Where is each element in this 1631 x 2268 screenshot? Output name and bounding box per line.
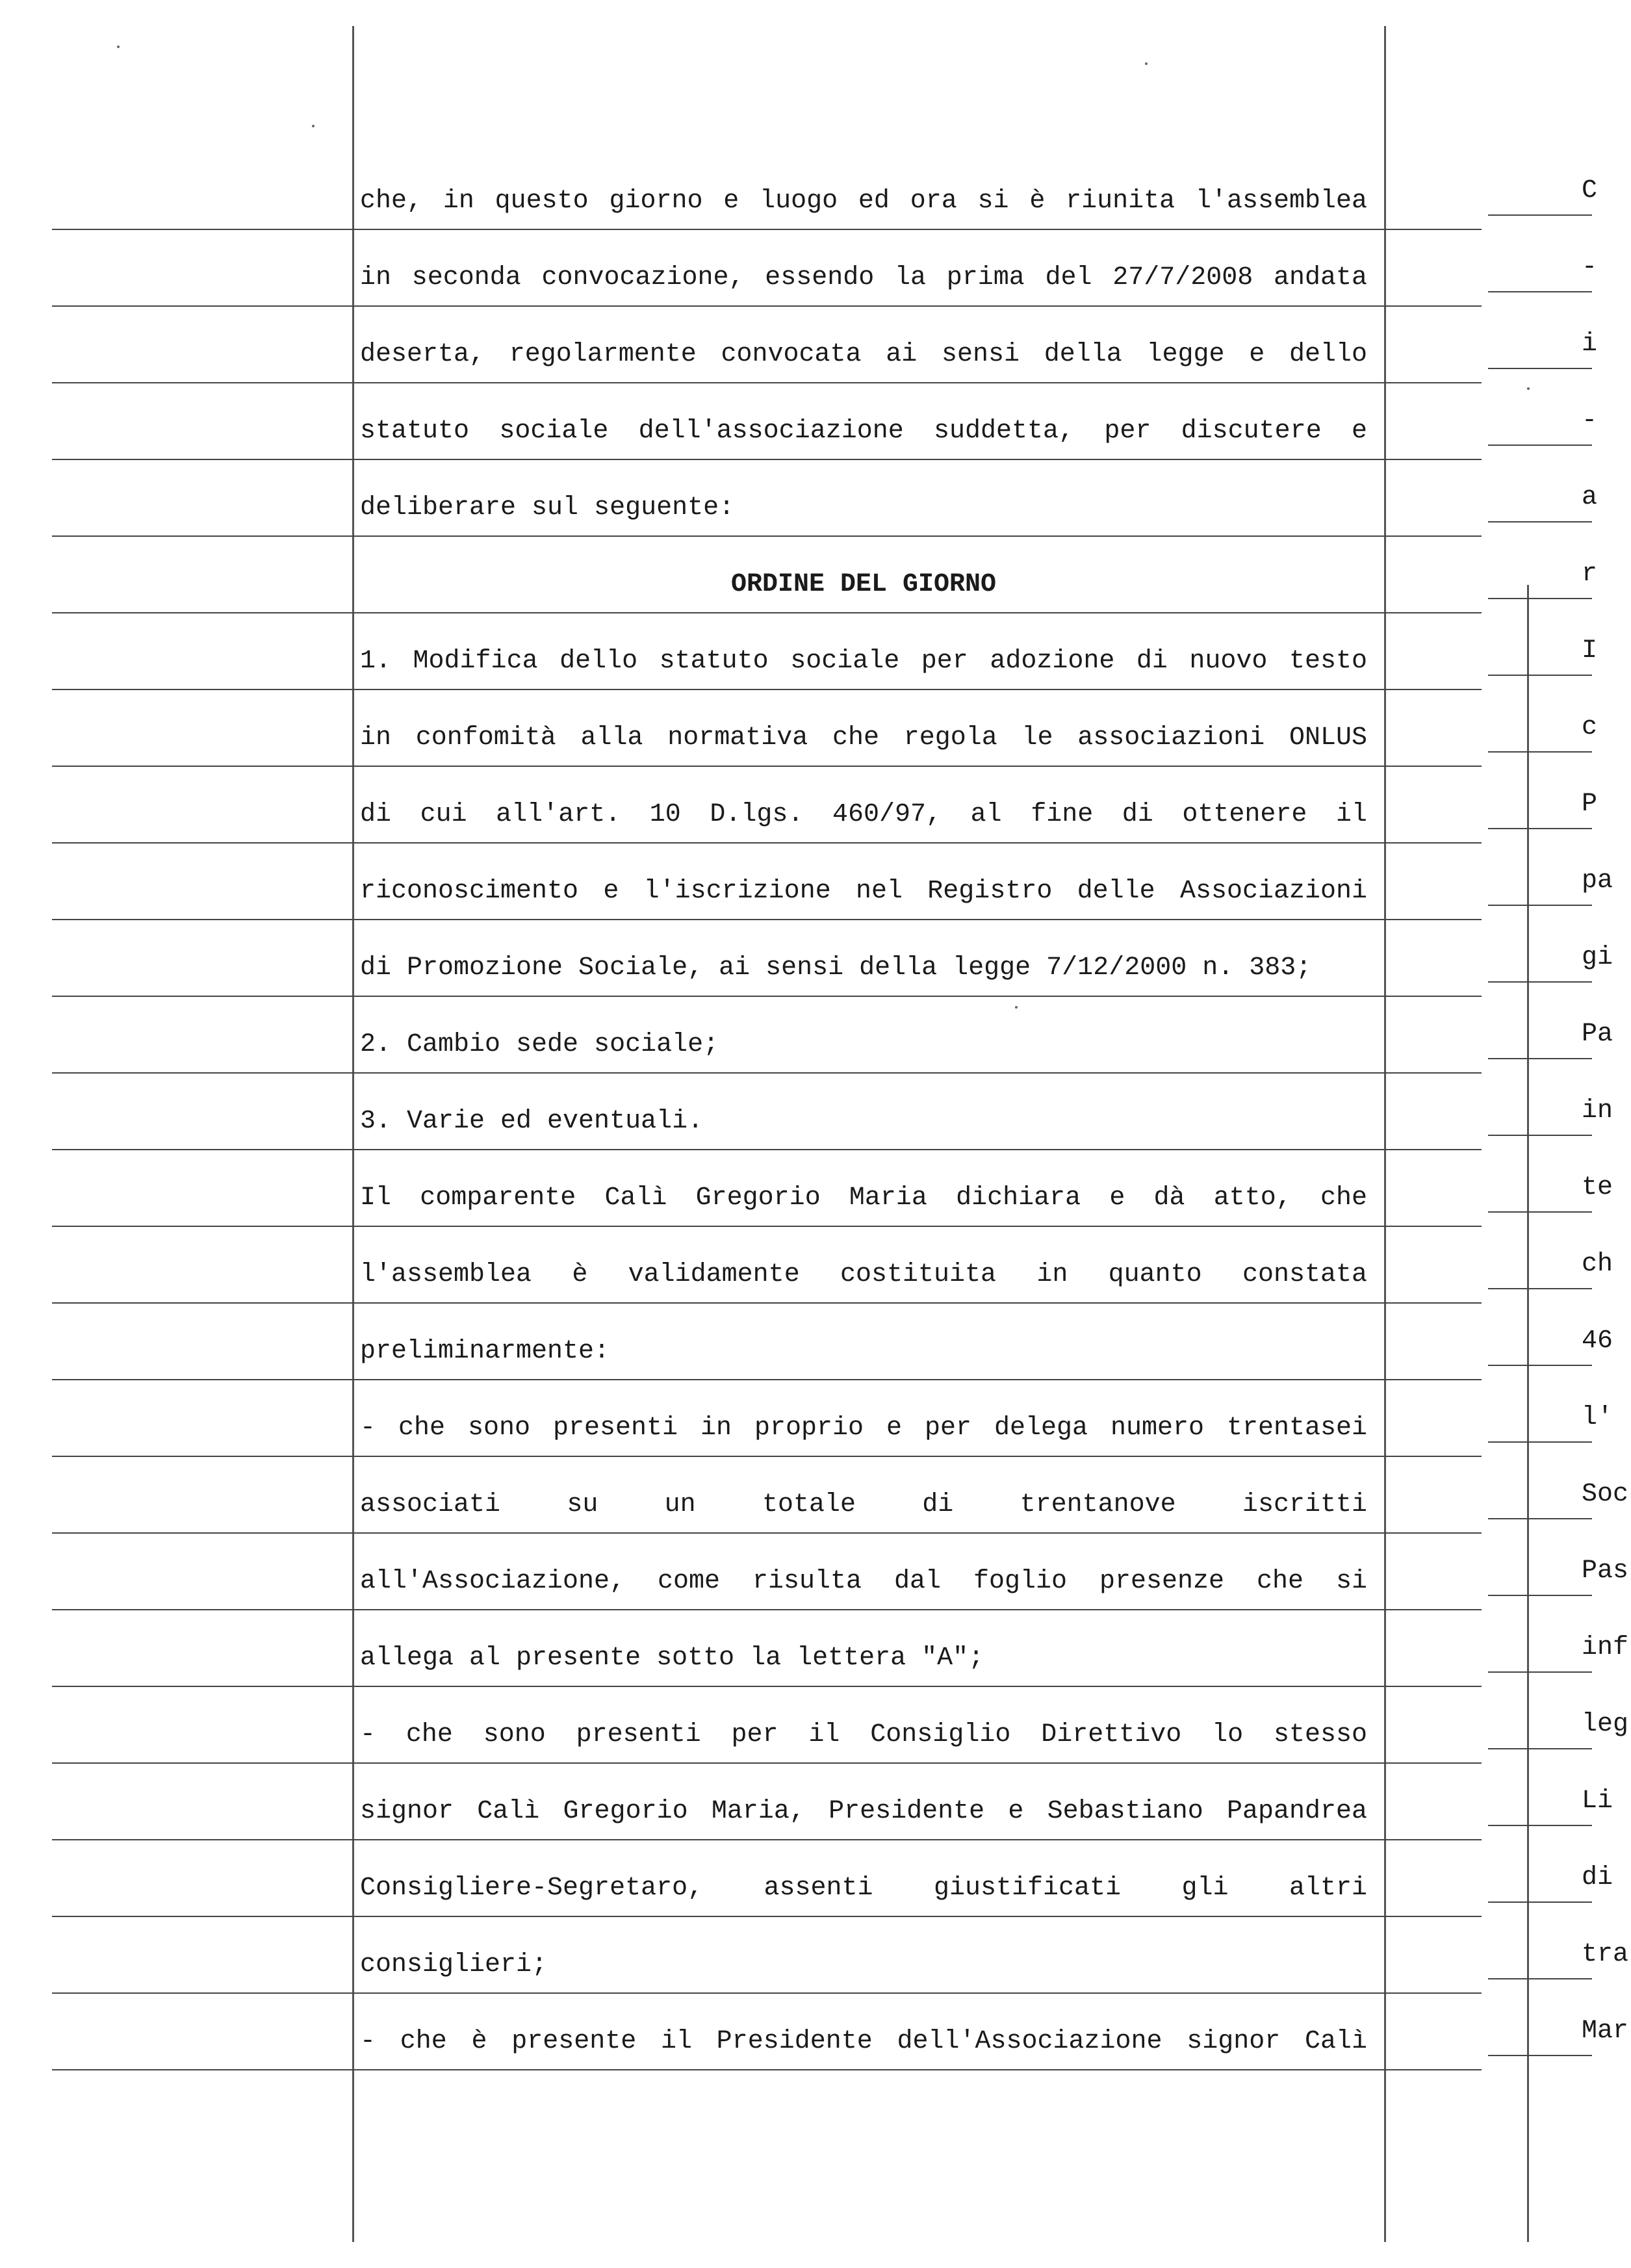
document-line: deserta, regolarmente convocata ai sensi della legge e dello [360, 340, 1367, 369]
next-page-ruled-line [1488, 828, 1592, 829]
ruled-line [52, 229, 1482, 230]
scan-speck [1015, 1006, 1018, 1009]
ruled-line [52, 2069, 1482, 2070]
document-line: all'Associazione, come risulta dal foglio presenze che si [360, 1567, 1367, 1596]
ruled-line [52, 1379, 1482, 1380]
next-page-margin-rule [1527, 585, 1529, 2242]
ruled-line [52, 1226, 1482, 1227]
next-page-ruled-line [1488, 1135, 1592, 1136]
next-page-ruled-line [1488, 1288, 1592, 1289]
document-line: 1. Modifica dello statuto sociale per adozione di nuovo testo [360, 647, 1367, 676]
next-page-ruled-line [1488, 1211, 1592, 1213]
next-page-fragment: te [1582, 1173, 1613, 1202]
next-page-fragment: di [1582, 1863, 1613, 1892]
next-page-fragment: Pa [1582, 1020, 1613, 1049]
next-page-fragment: inf [1582, 1633, 1629, 1662]
document-line: - che è presente il Presidente dell'Associazione signor Calì [360, 2027, 1367, 2056]
next-page-fragment: C [1582, 176, 1598, 205]
scan-speck [312, 125, 315, 127]
next-page-ruled-line [1488, 445, 1592, 446]
ruled-line [52, 612, 1482, 613]
ruled-line [52, 305, 1482, 307]
next-page-ruled-line [1488, 1441, 1592, 1443]
ruled-line [52, 1992, 1482, 1994]
next-page-fragment: - [1582, 406, 1598, 435]
ruled-line [52, 1072, 1482, 1074]
next-page-fragment: Mar [1582, 2017, 1629, 2046]
next-page-fragment: P [1582, 790, 1598, 819]
document-line: allega al presente sotto la lettera "A"; [360, 1643, 984, 1673]
next-page-ruled-line [1488, 598, 1592, 599]
ruled-line [52, 1686, 1482, 1687]
document-line: di cui all'art. 10 D.lgs. 460/97, al fine di ottenere il [360, 800, 1367, 829]
next-page-fragment: I [1582, 636, 1598, 665]
next-page-ruled-line [1488, 981, 1592, 983]
document-line: preliminarmente: [360, 1337, 610, 1366]
document-line: associati su un totale di trentanove iscritti [360, 1490, 1367, 1519]
next-page-ruled-line [1488, 751, 1592, 753]
next-page-fragment: tra [1582, 1940, 1629, 1969]
next-page-ruled-line [1488, 1058, 1592, 1059]
scan-speck [1527, 387, 1530, 390]
document-line: in seconda convocazione, essendo la prima del 27/7/2008 andata [360, 263, 1367, 292]
next-page-ruled-line [1488, 1978, 1592, 1979]
next-page-fragment: c [1582, 713, 1598, 742]
scan-speck [1145, 62, 1148, 65]
scan-speck [117, 45, 120, 48]
document-line: consiglieri; [360, 1950, 548, 1979]
next-page-fragment: l' [1582, 1403, 1613, 1432]
document-line: ORDINE DEL GIORNO [730, 570, 997, 599]
next-page-ruled-line [1488, 521, 1592, 522]
ruled-line [52, 535, 1482, 537]
left-margin-rule [352, 26, 354, 2242]
ruled-line [52, 459, 1482, 460]
next-page-ruled-line [1488, 675, 1592, 676]
next-page-fragment: gi [1582, 943, 1613, 972]
next-page-fragment: in [1582, 1096, 1613, 1126]
ruled-line [52, 919, 1482, 920]
ruled-line [52, 1916, 1482, 1917]
next-page-fragment: i [1582, 329, 1598, 359]
next-page-fragment: Pas [1582, 1556, 1629, 1586]
ruled-line [52, 842, 1482, 844]
document-line: deliberare sul seguente: [360, 493, 735, 522]
ruled-line [52, 1302, 1482, 1304]
ruled-line [52, 382, 1482, 383]
document-line: l'assemblea è validamente costituita in quanto constata [360, 1260, 1367, 1289]
ruled-line [52, 996, 1482, 997]
next-page-ruled-line [1488, 1518, 1592, 1519]
document-line: - che sono presenti in proprio e per delega numero trentasei [360, 1413, 1367, 1443]
document-line: Il comparente Calì Gregorio Maria dichiara e dà atto, che [360, 1183, 1367, 1213]
ruled-line [52, 1456, 1482, 1457]
ruled-line [52, 1532, 1482, 1534]
document-line: statuto sociale dell'associazione suddetta, per discutere e [360, 417, 1367, 446]
document-line: che, in questo giorno e luogo ed ora si è riunita l'assemblea [360, 187, 1367, 216]
document-line: 2. Cambio sede sociale; [360, 1030, 719, 1059]
next-page-ruled-line [1488, 214, 1592, 216]
next-page-ruled-line [1488, 2055, 1592, 2056]
next-page-ruled-line [1488, 1901, 1592, 1903]
next-page-ruled-line [1488, 368, 1592, 369]
next-page-fragment: Soc [1582, 1480, 1629, 1509]
ruled-line [52, 1762, 1482, 1764]
next-page-ruled-line [1488, 1595, 1592, 1596]
next-page-ruled-line [1488, 1671, 1592, 1673]
ruled-line [52, 1609, 1482, 1610]
document-line: - che sono presenti per il Consiglio Direttivo lo stesso [360, 1720, 1367, 1749]
right-margin-rule [1384, 26, 1386, 2242]
next-page-fragment: - [1582, 253, 1598, 282]
ruled-line [52, 766, 1482, 767]
next-page-fragment: leg [1582, 1710, 1629, 1739]
next-page-fragment: 46 [1582, 1326, 1613, 1356]
document-line: signor Calì Gregorio Maria, Presidente e Sebastiano Papandrea [360, 1797, 1367, 1826]
ruled-line [52, 689, 1482, 690]
next-page-fragment: Li [1582, 1786, 1613, 1816]
ruled-line [52, 1839, 1482, 1840]
document-line: riconoscimento e l'iscrizione nel Registro delle Associazioni [360, 877, 1367, 906]
next-page-ruled-line [1488, 1365, 1592, 1366]
next-page-fragment: pa [1582, 866, 1613, 896]
document-line: 3. Varie ed eventuali. [360, 1107, 704, 1136]
next-page-ruled-line [1488, 1825, 1592, 1826]
next-page-ruled-line [1488, 1748, 1592, 1749]
ruled-line [52, 1149, 1482, 1150]
next-page-ruled-line [1488, 905, 1592, 906]
next-page-fragment: r [1582, 560, 1598, 589]
next-page-fragment: a [1582, 483, 1598, 512]
next-page-ruled-line [1488, 291, 1592, 292]
document-line: di Promozione Sociale, ai sensi della legge 7/12/2000 n. 383; [360, 953, 1312, 983]
document-line: in confomità alla normativa che regola le associazioni ONLUS [360, 723, 1367, 753]
next-page-fragment: ch [1582, 1250, 1613, 1279]
document-line: Consigliere-Segretaro, assenti giustificati gli altri [360, 1874, 1367, 1903]
